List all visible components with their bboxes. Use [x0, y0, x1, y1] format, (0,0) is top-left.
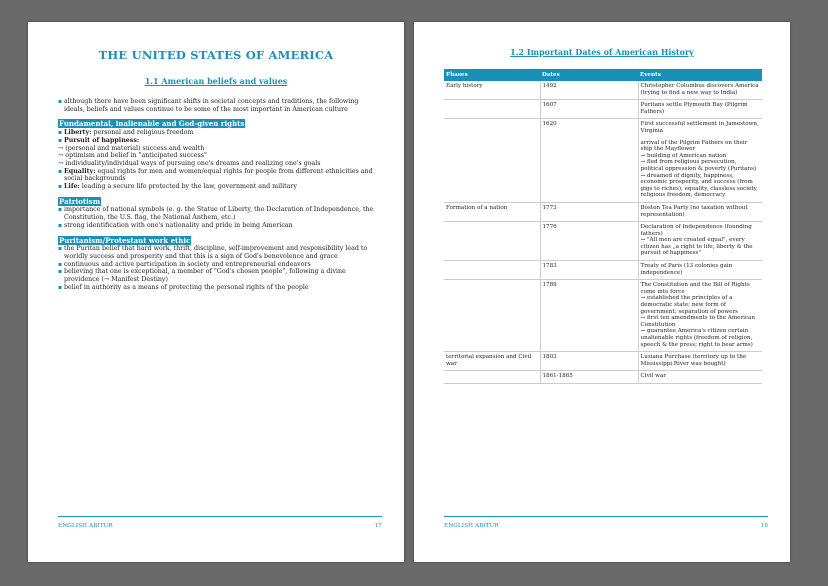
column-header-events: Events [638, 69, 762, 81]
bullet-item [58, 183, 380, 191]
item-text: continuous and active participation in society and entrepreneurial endeavors [64, 260, 311, 268]
date-cell: 1492 [540, 81, 638, 100]
bullet-item [58, 245, 380, 260]
bullet-item [58, 268, 380, 283]
phase-cell [444, 100, 540, 119]
events-cell [638, 280, 762, 352]
table-header-row [444, 69, 762, 81]
column-header-dates: Dates [540, 69, 638, 81]
event-line: → "All men are created equal", every citizen has „a right to life, liberty & the pursuit of happiness" [640, 237, 753, 257]
events-cell [638, 202, 762, 221]
event-line: Christopher Columbus discovers America (trying to find a new way to India) [640, 83, 759, 96]
footer-title: ENGLISH ABITUR [444, 523, 499, 529]
table-row [444, 371, 762, 384]
item-text: belief in authority as a means of protecting the personal rights of the people [64, 283, 309, 291]
phase-cell: territorial expansion and Civil war [444, 352, 540, 371]
phase-cell [444, 280, 540, 352]
event-line: → established the principles of a democratic state; new form of government; separation of powers [640, 295, 739, 315]
date-cell: 1776 [540, 222, 638, 261]
event-line: Declaration of Independence (founding fathers) [640, 224, 752, 237]
event-line: → guarantee America's citizen certain unalienable rights (freedom of religion, speech & the press; right to bear arms) [640, 328, 753, 348]
bullet-item [58, 137, 380, 145]
page-number: 17 [374, 523, 382, 529]
events-cell [638, 119, 762, 203]
item-text: believing that one is exceptional, a member of "God's chosen people", following a divine providence (→ Manifest Destiny) [64, 268, 346, 284]
page-title: THE UNITED STATES OF AMERICA [98, 48, 334, 62]
events-cell [638, 352, 762, 371]
section-heading: Puritanism/Protestant work ethic [59, 235, 191, 245]
item-text: leading a secure life protected by the law, government and military [79, 183, 297, 191]
date-cell: 1861-1865 [540, 371, 638, 384]
item-label: Pursuit of happiness: [64, 136, 140, 144]
item-text: equal rights for men and women/equal rights for people from different ethnicities and social backgrounds [64, 167, 373, 183]
item-text: personal and religious freedom [91, 129, 194, 137]
table-row [444, 119, 762, 203]
section-subtitle: 1.1 American beliefs and values [144, 76, 288, 86]
bullet-item [58, 206, 380, 221]
footer-title: ENGLISH ABITUR [58, 523, 113, 529]
bullet-item [58, 261, 380, 269]
event-line: Boston Tea Party (no taxation without representation) [640, 204, 748, 218]
arrow-item [58, 152, 380, 160]
events-cell [638, 261, 762, 280]
date-cell: 1607 [540, 100, 638, 119]
item-text: importance of national symbols (e. g. the Statue of Liberty, the Declaration of Independence, the Constitution, the U.S. flag, the National Anthem, etc.) [64, 206, 374, 222]
table-row [444, 222, 762, 261]
event-line: → first ten amendments to the American Constitution [640, 315, 755, 328]
date-cell: 1789 [540, 280, 638, 352]
date-cell: 1783 [540, 261, 638, 280]
event-line: Civil war [640, 373, 666, 380]
table-row [444, 202, 762, 221]
events-cell [638, 100, 762, 119]
date-cell: 1773 [540, 202, 638, 221]
section-heading-row [58, 230, 380, 246]
column-header-phases: Phases [444, 69, 540, 81]
item-label: Liberty: [64, 129, 92, 137]
phase-cell [444, 261, 540, 280]
page-footer [58, 516, 382, 529]
phase-cell [444, 222, 540, 261]
bullet-item [58, 168, 380, 183]
arrow-item [58, 160, 380, 168]
events-cell [638, 222, 762, 261]
event-line: First successful settlement in Jamestown, Virginia [640, 121, 759, 134]
item-text: → (personal and material) success and wealth [58, 144, 205, 152]
events-cell [638, 81, 762, 100]
item-label: Life: [64, 183, 80, 191]
arrow-item [58, 145, 380, 153]
event-line: Treaty of Paris (13 colonies gain independence) [640, 263, 733, 276]
event-line: Puritans settle Plymouth Bay (Pilgrim Fathers) [640, 102, 748, 115]
section-heading: Fundamental, inalienable and God-given rights [59, 119, 245, 129]
item-label: Equality: [64, 167, 96, 175]
events-cell [638, 371, 762, 384]
event-line: → building of American nation [640, 152, 727, 159]
date-cell: 1803 [540, 352, 638, 371]
event-line: arrival of the Pilgrim Fathers on their ship the Mayflower [640, 139, 748, 153]
history-dates-table [444, 69, 762, 384]
table-row [444, 280, 762, 352]
item-text: → individuality/individual ways of pursuing one's dreams and realizing one's goals [58, 159, 321, 167]
item-text: strong identification with one's nationality and pride in being American [64, 221, 293, 229]
section-heading: Patriotism [59, 196, 101, 206]
phase-cell: Formation of a nation [444, 202, 540, 221]
phase-cell [444, 371, 540, 384]
event-line: The Constitution and the Bill of Rights come into force [640, 282, 750, 295]
section-heading-row [58, 113, 380, 129]
intro-bullet: ▪ although there have been significant shifts in societal concepts and traditions, the following ideals, beliefs and values continue to be some of the most important in American culture [58, 98, 380, 113]
section-subtitle: 1.2 Important Dates of American History [510, 47, 694, 57]
item-text: → optimism and belief in "anticipated success" [58, 152, 207, 160]
table-row [444, 81, 762, 100]
right-page [414, 22, 790, 562]
bullet-item [58, 222, 380, 230]
event-line: → dreamed of dignity, happiness, economic prosperity, and success (from gigs to riches), equality, classless society, religious freedom, democracy [640, 172, 758, 199]
page-footer [444, 516, 768, 529]
left-page [28, 22, 404, 562]
phase-cell: Early history [444, 81, 540, 100]
event-line: Lusiana Purchase (territory up to the Mississippi River was bought) [640, 354, 747, 367]
bullet-item [58, 284, 380, 292]
phase-cell [444, 119, 540, 203]
page-number: 18 [760, 523, 768, 529]
bullet-item [58, 129, 380, 137]
event-line: → fled from religious persecution, political oppression & poverty (Puritans) [640, 159, 757, 172]
beliefs-content [58, 98, 380, 291]
table-row [444, 100, 762, 119]
date-cell: 1620 [540, 119, 638, 203]
table-row [444, 352, 762, 371]
item-text: the Puritan belief that hard work, thrift, discipline, self-improvement and responsibility lead to worldly success and prosperity and that this is a sign of God's benevolence and grace [64, 245, 368, 260]
table-row [444, 261, 762, 280]
section-heading-row [58, 191, 380, 207]
